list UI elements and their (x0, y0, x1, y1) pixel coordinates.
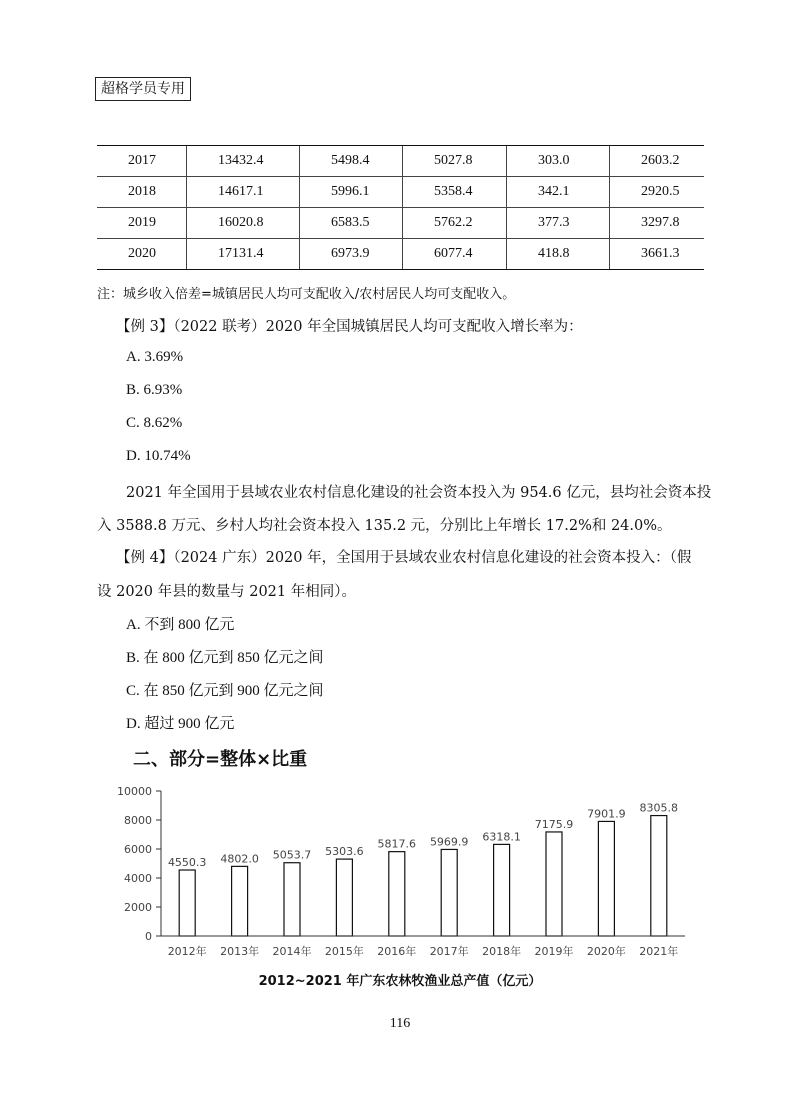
y-tick-label: 6000 (124, 843, 152, 856)
table-cell: 2020 (97, 239, 187, 270)
table-cell: 3661.3 (610, 239, 705, 270)
y-tick-label: 8000 (124, 814, 152, 827)
q4-option-c[interactable]: C. 在 850 亿元到 900 亿元之间 (126, 683, 324, 699)
table-row (97, 239, 704, 270)
table-row (97, 208, 704, 239)
table-cell: 3297.8 (610, 208, 705, 239)
table-cell: 6077.4 (403, 239, 507, 270)
bar-value-label: 4802.0 (220, 852, 259, 866)
bar (494, 844, 510, 936)
table-cell: 5762.2 (403, 208, 507, 239)
table-cell: 377.3 (507, 208, 610, 239)
x-axis (161, 936, 685, 958)
y-axis (117, 785, 161, 943)
q3-option-c[interactable]: C. 8.62% (126, 415, 183, 431)
section-heading: 二、部分=整体×比重 (133, 749, 308, 770)
question-4-line-1: 【例 4】（2024 广东）2020 年，全国用于县域农业农村信息化建设的社会资本投入：（假 (116, 550, 692, 566)
table-cell: 2018 (97, 177, 187, 208)
q4-option-b[interactable]: B. 在 800 亿元到 850 亿元之间 (126, 650, 324, 666)
x-tick-label: 2012年 (167, 945, 207, 958)
bar (284, 863, 300, 936)
question-4-line-2: 设 2020 年县的数量与 2021 年相同）。 (97, 584, 356, 600)
bar-value-label: 7901.9 (587, 807, 626, 821)
bars (168, 802, 678, 936)
table-cell: 5498.4 (300, 146, 403, 177)
bar-value-label: 5053.7 (272, 848, 312, 862)
bar (441, 849, 457, 936)
table-cell: 2603.2 (610, 146, 705, 177)
bar-value-label: 5303.6 (325, 845, 364, 859)
table-cell: 418.8 (507, 239, 610, 270)
table-cell: 5996.1 (300, 177, 403, 208)
bar-value-label: 8305.8 (639, 801, 679, 815)
table-cell: 6583.5 (300, 208, 403, 239)
chart-title: 2012~2021 年广东农林牧渔业总产值（亿元） (258, 974, 542, 989)
bar (336, 859, 352, 936)
table-cell: 2920.5 (610, 177, 705, 208)
bar-value-label: 4550.3 (167, 856, 207, 870)
bar (179, 870, 195, 936)
bar-chart (100, 776, 700, 996)
x-tick-label: 2014年 (272, 945, 312, 958)
q3-option-a[interactable]: A. 3.69% (126, 349, 184, 365)
bar (389, 852, 405, 936)
q4-option-d[interactable]: D. 超过 900 亿元 (126, 716, 235, 732)
x-tick-label: 2015年 (324, 945, 364, 958)
table-cell: 5358.4 (403, 177, 507, 208)
bar (546, 832, 562, 936)
x-tick-label: 2016年 (377, 945, 417, 958)
table-cell: 16020.8 (187, 208, 300, 239)
table-row (97, 146, 704, 177)
table-cell: 13432.4 (187, 146, 300, 177)
paragraph-line-1: 2021 年全国用于县域农业农村信息化建设的社会资本投入为 954.6 亿元，县均社会资本投 (126, 485, 712, 501)
y-tick-label: 4000 (124, 872, 152, 885)
table-row (97, 177, 704, 208)
y-tick-label: 0 (145, 930, 152, 943)
bar-value-label: 7175.9 (534, 817, 574, 831)
table-cell: 14617.1 (187, 177, 300, 208)
bar-value-label: 6318.1 (482, 830, 521, 844)
x-tick-label: 2018年 (482, 945, 522, 958)
bar (598, 821, 614, 936)
table-cell: 6973.9 (300, 239, 403, 270)
income-data-table (97, 145, 704, 270)
bar (651, 816, 667, 936)
x-tick-label: 2013年 (220, 945, 260, 958)
paragraph-line-2: 入 3588.8 万元、乡村人均社会资本投入 135.2 元，分别比上年增长 17.2%和 24.0%。 (97, 518, 672, 534)
x-tick-label: 2019年 (534, 945, 574, 958)
table-note: 注：城乡收入倍差=城镇居民人均可支配收入/农村居民人均可支配收入。 (97, 287, 516, 302)
table-cell: 342.1 (507, 177, 610, 208)
question-3: 【例 3】（2022 联考）2020 年全国城镇居民人均可支配收入增长率为： (116, 319, 583, 335)
x-tick-label: 2021年 (639, 945, 679, 958)
y-tick-label: 2000 (124, 901, 152, 914)
x-tick-label: 2017年 (429, 945, 469, 958)
exclusive-badge: 超格学员专用 (95, 77, 191, 101)
q3-option-b[interactable]: B. 6.93% (126, 382, 183, 398)
bar (232, 866, 248, 936)
bar-value-label: 5969.9 (429, 835, 469, 849)
table-cell: 5027.8 (403, 146, 507, 177)
x-tick-label: 2020年 (586, 945, 626, 958)
y-tick-label: 10000 (117, 785, 152, 798)
table-cell: 2019 (97, 208, 187, 239)
q3-option-d[interactable]: D. 10.74% (126, 448, 191, 464)
table-cell: 303.0 (507, 146, 610, 177)
q4-option-a[interactable]: A. 不到 800 亿元 (126, 617, 235, 633)
page-number: 116 (389, 1016, 411, 1031)
table-cell: 17131.4 (187, 239, 300, 270)
bar-value-label: 5817.6 (377, 837, 417, 851)
table-cell: 2017 (97, 146, 187, 177)
